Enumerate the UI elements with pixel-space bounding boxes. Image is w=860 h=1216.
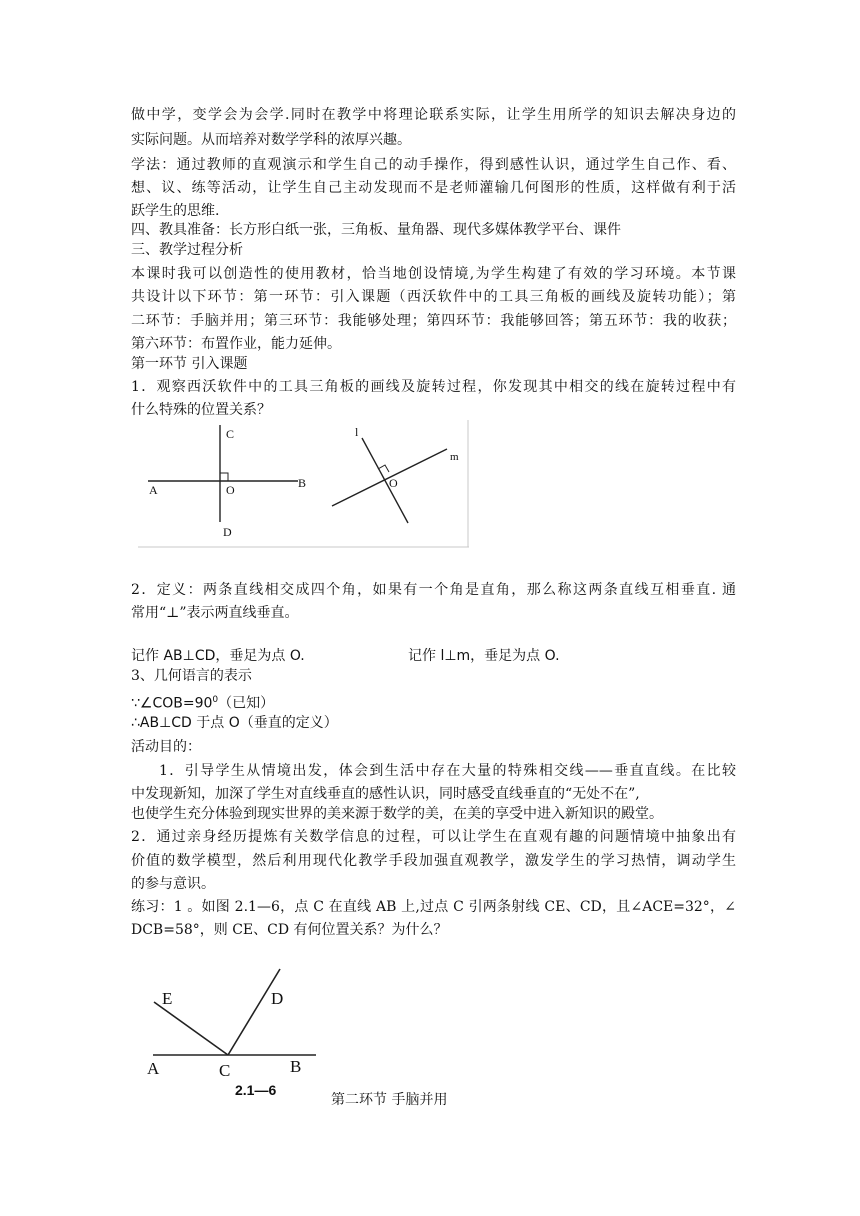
text-line: 跃学生的思维. — [131, 203, 220, 219]
text-line: 二环节：手脑并用；第三环节：我能够处理；第四环节：我能够回答；第五环节：我的收获； — [131, 313, 736, 329]
text-line: 四、教具准备：长方形白纸一张，三角板、量角器、现代多媒体教学平台、课件 — [131, 222, 621, 238]
text-line: 的参与意识。 — [131, 876, 215, 892]
because-line: $\because\angle COB=90^0$（已知） — [131, 695, 275, 712]
text-line: 2．定义：两条直线相交成四个角，如果有一个角是直角，那么称这两条直线互相垂直. 通 — [131, 582, 736, 598]
label-a: A — [147, 1059, 160, 1078]
figure-caption: 2.1—6 — [235, 1082, 277, 1098]
exercise-text: 练习：1 。如图 2.1—6，点 C 在直线 AB 上,过点 C 引两条射线 CE、CD，且∠ACE=32°，∠ — [131, 899, 736, 915]
notation-left: 记作 AB⊥CD，垂足为点 O. — [131, 648, 305, 664]
label-m: m — [450, 451, 459, 463]
right-angle-mark — [220, 473, 228, 481]
label-c: C — [226, 427, 235, 441]
text-line: 实际问题。从而培养对数学学科的浓厚兴趣。 — [131, 132, 411, 148]
text-line: 第六环节：布置作业，能力延伸。 — [131, 336, 341, 352]
text-line: 什么特殊的位置关系？ — [131, 402, 271, 418]
label-d: D — [271, 989, 284, 1008]
notation-right: 记作 l⊥m，垂足为点 O. — [408, 648, 560, 664]
text-line: 中发现新知，加深了学生对直线垂直的感性认识，同时感受直线垂直的“无处不在”, — [131, 786, 640, 802]
label-e: E — [162, 989, 173, 1008]
label-c: C — [219, 1061, 231, 1080]
text-line: 价值的数学模型，然后利用现代化教学手段加强直观教学，激发学生的学习热情，调动学生 — [131, 853, 736, 869]
therefore-line: ∴AB⊥CD 于点 O（垂直的定义） — [131, 715, 338, 731]
label-d: D — [223, 525, 232, 539]
section-title: 第一环节 引入课题 — [131, 356, 248, 372]
label-l: l — [355, 425, 359, 439]
ray-ce — [154, 1002, 228, 1055]
label-a: A — [149, 483, 158, 497]
label-o: O — [389, 476, 398, 490]
label-b: B — [298, 476, 307, 490]
text-line: 常用“⊥”表示两直线垂直。 — [131, 605, 299, 621]
text-line: 共设计以下环节：第一环节：引入课题（西沃软件中的工具三角板的画线及旋转功能）；第 — [131, 289, 736, 305]
exercise-text: DCB=58°，则 CE、CD 有何位置关系？为什么？ — [131, 922, 448, 938]
rays-figure — [140, 962, 330, 1102]
text-line: 1．观察西沃软件中的工具三角板的画线及旋转过程，你发现其中相交的线在旋转过程中有 — [131, 379, 736, 395]
text-line: 学法：通过教师的直观演示和学生自己的动手操作，得到感性认识，通过学生自己作、看、 — [131, 157, 736, 173]
text-line: 本课时我可以创造性的使用教材，恰当地创设情境,为学生构建了有效的学习环境。本节课 — [131, 266, 736, 282]
perpendicular-figure — [138, 420, 473, 552]
text-line: 想、议、练等活动，让学生自己主动发现而不是老师灌输几何图形的性质，这样做有利于活 — [131, 180, 736, 196]
text-line: 做中学，变学会为会学.同时在教学中将理论联系实际，让学生用所学的知识去解决身边的 — [131, 107, 736, 123]
heading: 3、几何语言的表示 — [131, 668, 252, 684]
text-line: 也使学生充分体验到现实世界的美来源于数学的美，在美的享受中进入新知识的殿堂。 — [131, 806, 663, 822]
label-o: O — [226, 483, 235, 497]
activity-title: 活动目的： — [131, 739, 201, 755]
text-line: 1．引导学生从情境出发，体会到生活中存在大量的特殊相交线——垂直直线。在比较 — [159, 763, 736, 779]
section-title: 第二环节 手脑并用 — [331, 1092, 448, 1108]
heading: 三、教学过程分析 — [131, 242, 243, 258]
ray-cd — [228, 969, 280, 1055]
text-line: 2．通过亲身经历提炼有关数学信息的过程，可以让学生在直观有趣的问题情境中抽象出有 — [131, 829, 736, 845]
label-b: B — [290, 1057, 302, 1076]
